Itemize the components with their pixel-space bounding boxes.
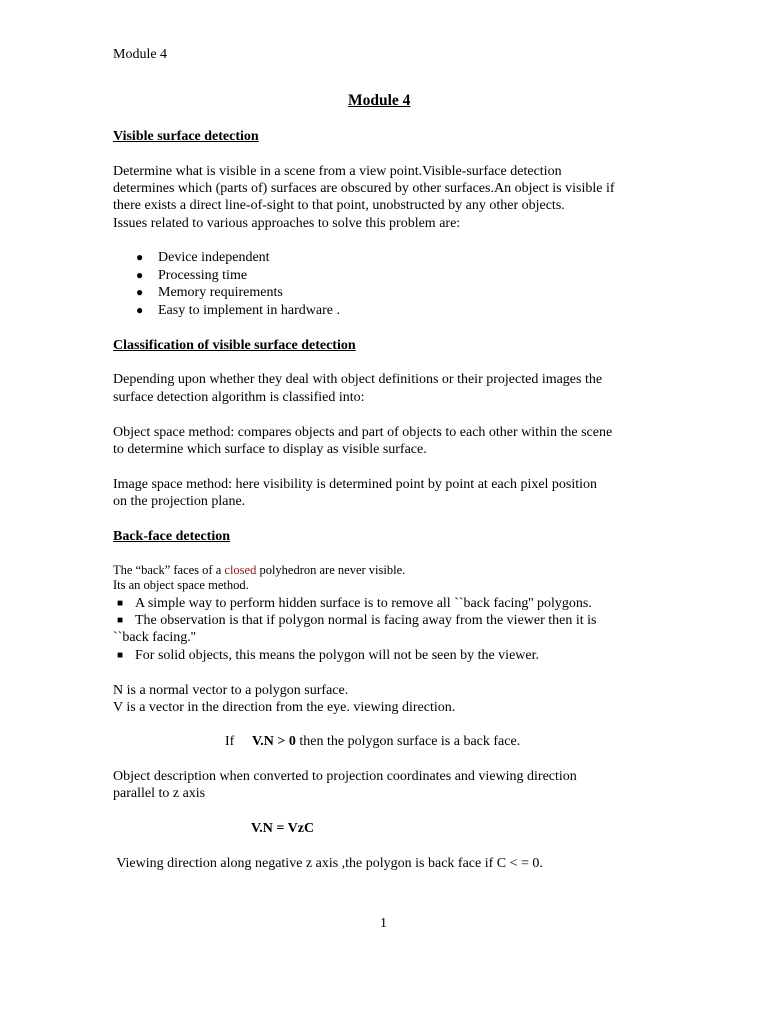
list-item: A simple way to perform hidden surface is to remove all ``back facing'' polygons.: [135, 596, 592, 611]
backface-intro-2: Its an object space method.: [113, 578, 249, 592]
running-header: Module 4: [113, 47, 168, 62]
list-item: Easy to implement in hardware .: [158, 303, 340, 318]
list-item: Device independent: [158, 250, 270, 265]
bullet-icon: ●: [136, 303, 144, 317]
bullet-icon: ●: [136, 250, 144, 264]
condition-expression: V.N > 0: [252, 734, 296, 749]
paragraph-line: there exists a direct line-of-sight to that point, unobstructed by any other objects.: [113, 198, 565, 213]
page-number: 1: [380, 916, 387, 931]
paragraph-line: parallel to z axis: [113, 786, 206, 801]
list-item-continuation: ``back facing.'': [113, 630, 196, 645]
condition-if: If: [225, 734, 235, 749]
paragraph-line: surface detection algorithm is classified into:: [113, 390, 365, 405]
list-item: Processing time: [158, 268, 248, 283]
list-item: For solid objects, this means the polygon will not be seen by the viewer.: [135, 648, 539, 663]
section-heading-classification: Classification of visible surface detection: [113, 338, 356, 353]
paragraph-line: determines which (parts of) surfaces are obscured by other surfaces.An object is visible if: [113, 181, 615, 196]
equation: V.N = VzC: [251, 821, 315, 836]
paragraph-line: V is a vector in the direction from the eye. viewing direction.: [113, 700, 456, 715]
paragraph-line: to determine which surface to display as visible surface.: [113, 442, 427, 457]
bullet-icon: ●: [136, 285, 144, 299]
backface-intro: The “back” faces of a closed polyhedron are never visible.: [113, 563, 406, 577]
list-item: Memory requirements: [158, 285, 283, 300]
condition-statement: V.N > 0 then the polygon surface is a back face.: [252, 734, 521, 749]
paragraph-line: Issues related to various approaches to solve this problem are:: [113, 216, 461, 231]
page-title: Module 4: [348, 92, 411, 109]
highlight-closed: closed: [224, 563, 257, 577]
paragraph-line: Image space method: here visibility is determined point by point at each pixel position: [113, 477, 598, 492]
paragraph-line: Depending upon whether they deal with object definitions or their projected images the: [113, 372, 603, 387]
square-bullet-icon: ■: [117, 650, 124, 661]
paragraph-line: on the projection plane.: [113, 494, 246, 509]
paragraph-line: Object space method: compares objects and part of objects to each other within the scene: [113, 425, 613, 440]
paragraph-line: Viewing direction along negative z axis ,the polygon is back face if C < = 0.: [113, 856, 543, 871]
paragraph-line: N is a normal vector to a polygon surface.: [113, 683, 349, 698]
bullet-icon: ●: [136, 268, 144, 282]
section-heading-backface: Back-face detection: [113, 529, 231, 544]
paragraph-line: Object description when converted to projection coordinates and viewing direction: [113, 769, 577, 784]
square-bullet-icon: ■: [117, 615, 124, 626]
list-item: The observation is that if polygon normal is facing away from the viewer then it is: [135, 613, 597, 628]
section-heading-visible: Visible surface detection: [113, 129, 259, 144]
paragraph-line: Determine what is visible in a scene from a view point.Visible-surface detection: [113, 164, 562, 179]
square-bullet-icon: ■: [117, 598, 124, 609]
